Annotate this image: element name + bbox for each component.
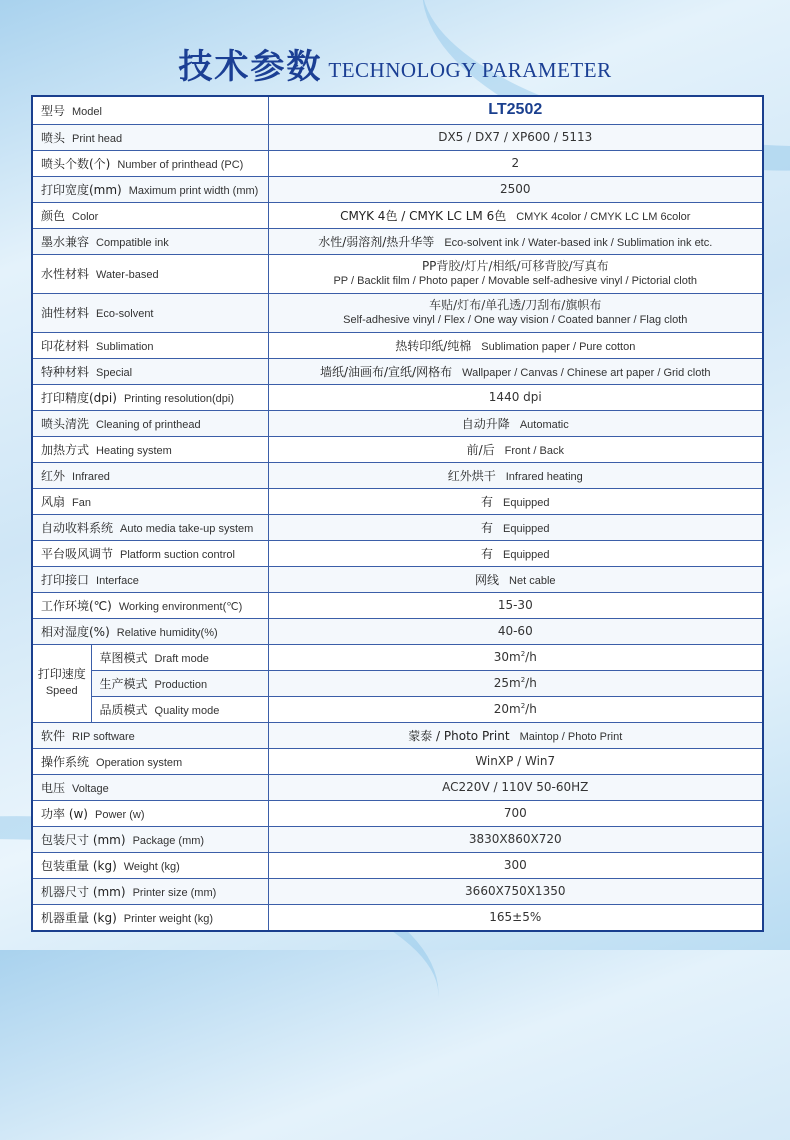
row-label [32,514,268,540]
spec-row-printhead-count [32,150,763,176]
label-cn: 红外 [41,468,66,483]
value-en: Front / Back [504,444,564,457]
title-chinese: 技术参数 [178,47,323,87]
spec-row-speed-quality [32,696,763,722]
value-en: Eco-solvent ink / Water-based ink / Sublimation ink etc. [444,236,713,249]
row-value: 15-30 [268,592,763,618]
label-en: Printer size (mm) [132,886,217,899]
speed-unit: /h [525,702,537,716]
speed-unit: /h [525,676,537,690]
spec-row-speed-production [32,670,763,696]
row-value [268,358,763,384]
row-value: 165±5% [268,904,763,931]
model-value: LT2502 [488,101,543,119]
spec-row-package [32,826,763,852]
value-cn: 热转印纸/纯棉 [395,338,472,353]
value-en: Net cable [509,574,556,587]
row-label [32,852,268,878]
label-en: Operation system [96,756,183,769]
value-en: PP / Backlit film / Photo paper / Movable self-adhesive vinyl / Pictorial cloth [333,274,698,287]
value-en: Infrared heating [505,470,583,483]
value-cn: 有 [481,520,494,535]
speed-number: 20m [493,702,521,716]
label-en: Power (w) [95,808,145,821]
row-label [32,774,268,800]
spec-row-infrared [32,462,763,488]
label-cn: 草图模式 [99,650,148,665]
label-en: Printing resolution(dpi) [123,392,234,405]
row-value [268,722,763,748]
row-label [32,254,268,293]
spec-table [31,95,764,932]
row-value [268,540,763,566]
label-en: Platform suction control [120,548,235,561]
spec-row-speed-draft [32,644,763,670]
label-cn: 机器重量 (kg) [41,910,117,925]
spec-row-cleaning [32,410,763,436]
value-cn: 网线 [475,572,500,587]
label-en: Heating system [96,444,172,457]
label-en: Compatible ink [96,236,169,249]
label-en: Model [72,105,102,118]
label-cn: 打印接口 [41,572,90,587]
label-cn: 平台吸风调节 [41,546,114,561]
value-en: CMYK 4color / CMYK LC LM 6color [516,210,691,223]
row-label [32,228,268,254]
label-en: Voltage [72,782,109,795]
label-cn: 颜色 [41,208,66,223]
speed-mode-label [91,644,268,670]
spec-row-suction [32,540,763,566]
row-value [268,293,763,332]
value-en: Equipped [503,548,550,561]
row-value: 300 [268,852,763,878]
row-label [32,332,268,358]
row-label [32,462,268,488]
label-cn: 自动收料系统 [41,520,114,535]
label-cn: 墨水兼容 [41,234,90,249]
row-value [268,436,763,462]
row-label [32,592,268,618]
label-cn: 加热方式 [41,442,90,457]
spec-row-eco-solvent [32,293,763,332]
row-value: 3830X860X720 [268,826,763,852]
label-cn: 打印精度(dpi) [41,390,117,405]
speed-label [32,644,91,722]
row-label [32,176,268,202]
spec-row-resolution [32,384,763,410]
label-cn: 打印速度 [37,667,86,681]
spec-row-os [32,748,763,774]
squared-superscript: 2 [520,676,526,684]
squared-superscript: 2 [520,702,526,710]
row-label [32,124,268,150]
value-en: Equipped [503,496,550,509]
row-value: 40-60 [268,618,763,644]
value-cn: 自动升降 [461,416,510,431]
label-cn: 喷头 [41,130,66,145]
row-value: 1440 dpi [268,384,763,410]
spec-row-heating [32,436,763,462]
label-cn: 工作环境(℃) [41,598,112,613]
label-en: Auto media take-up system [120,522,254,535]
speed-number: 30m [493,650,521,664]
spec-row-environment [32,592,763,618]
row-value [268,488,763,514]
spec-row-humidity [32,618,763,644]
label-en: Special [96,366,133,379]
label-cn: 油性材料 [41,306,90,320]
spec-row-fan [32,488,763,514]
label-cn: 包装重量 (kg) [41,858,117,873]
spec-row-model [32,96,763,124]
label-en: Package (mm) [132,834,205,847]
row-value [268,514,763,540]
value-en: Wallpaper / Canvas / Chinese art paper / Grid cloth [462,366,711,379]
row-value [268,410,763,436]
label-en: Color [72,210,99,223]
label-en: Fan [72,496,91,509]
row-label [32,488,268,514]
label-cn: 型号 [41,103,66,118]
spec-row-software [32,722,763,748]
row-value: 700 [268,800,763,826]
row-label [32,722,268,748]
spec-row-print-width [32,176,763,202]
label-cn: 机器尺寸 (mm) [41,884,126,899]
label-en: Working environment(℃) [118,600,243,613]
spec-row-water-based [32,254,763,293]
speed-unit: /h [525,650,537,664]
label-en: Relative humidity(%) [116,626,218,639]
row-label [32,566,268,592]
label-cn: 喷头清洗 [41,416,90,431]
value-cn: 墙纸/油画布/宣纸/网格布 [319,364,453,379]
row-value: 3660X750X1350 [268,878,763,904]
row-label [32,96,268,124]
value-cn: 前/后 [466,442,495,457]
label-en: Eco-solvent [96,308,154,320]
label-cn: 相对湿度(%) [41,624,110,639]
label-en: Water-based [96,269,159,281]
row-label [32,436,268,462]
row-value: 2 [268,150,763,176]
row-value [268,228,763,254]
value-en: Automatic [519,418,569,431]
label-cn: 印花材料 [41,338,90,353]
row-label [32,384,268,410]
value-cn: 有 [481,546,494,561]
label-en: Sublimation [96,340,154,353]
label-cn: 水性材料 [41,267,90,281]
label-en: Printer weight (kg) [123,912,214,925]
row-value [268,566,763,592]
label-en: Infrared [72,470,110,483]
speed-number: 25m [493,676,521,690]
label-cn: 特种材料 [41,364,90,379]
label-en: Quality mode [154,704,220,717]
row-value: DX5 / DX7 / XP600 / 5113 [268,124,763,150]
label-cn: 品质模式 [99,702,148,717]
spec-row-color [32,202,763,228]
value-en: Maintop / Photo Print [519,730,623,743]
speed-mode-label [91,696,268,722]
page-header [0,38,790,88]
label-en: RIP software [72,730,135,743]
value-cn: 车贴/灯布/单孔透/刀刮布/旗帜布 [429,297,602,312]
title-english: TECHNOLOGY PARAMETER [328,58,612,82]
label-en: Production [154,678,208,691]
value-en: Sublimation paper / Pure cotton [481,340,636,353]
row-label [32,878,268,904]
label-en: Interface [96,574,139,587]
spec-row-voltage [32,774,763,800]
label-cn: 风扇 [41,494,66,509]
label-cn: 功率 (w) [41,806,88,821]
label-cn: 生产模式 [99,676,148,691]
spec-row-sublimation [32,332,763,358]
row-value [268,254,763,293]
value-cn: 水性/弱溶剂/热升华等 [318,234,435,249]
row-label [32,540,268,566]
label-en: Print head [72,132,123,145]
row-label [32,618,268,644]
label-en: Number of printhead (PC) [117,158,244,171]
spec-row-take-up [32,514,763,540]
speed-value [268,670,763,696]
label-en: Maximum print width (mm) [128,184,259,197]
label-en: Weight (kg) [123,860,180,873]
value-cn: 有 [481,494,494,509]
label-cn: 操作系统 [41,754,90,769]
row-value: 2500 [268,176,763,202]
row-label [32,904,268,931]
row-label [32,150,268,176]
row-value [268,96,763,124]
spec-row-ink [32,228,763,254]
squared-superscript: 2 [520,650,526,658]
speed-value [268,696,763,722]
label-cn: 包装尺寸 (mm) [41,832,126,847]
spec-row-special [32,358,763,384]
row-value [268,202,763,228]
spec-row-power [32,800,763,826]
spec-row-interface [32,566,763,592]
row-value [268,332,763,358]
row-label [32,358,268,384]
value-cn: PP背胶/灯片/相纸/可移背胶/写真布 [421,258,609,273]
label-cn: 打印宽度(mm) [41,182,122,197]
speed-mode-label [91,670,268,696]
spec-row-print-head [32,124,763,150]
row-label [32,410,268,436]
label-en: Cleaning of printhead [96,418,201,431]
row-label [32,293,268,332]
row-label [32,826,268,852]
row-label [32,202,268,228]
spec-row-weight [32,852,763,878]
label-cn: 喷头个数(个) [41,156,111,171]
row-value: WinXP / Win7 [268,748,763,774]
value-en: Self-adhesive vinyl / Flex / One way vision / Coated banner / Flag cloth [343,313,688,326]
row-label [32,800,268,826]
value-en: Equipped [503,522,550,535]
value-cn: 红外烘干 [447,468,496,483]
spec-row-printer-weight [32,904,763,931]
label-en: Speed [45,685,78,697]
label-cn: 电压 [41,780,66,795]
value-cn: 蒙泰 / Photo Print [408,728,510,743]
row-value [268,462,763,488]
row-value: AC220V / 110V 50-60HZ [268,774,763,800]
label-cn: 软件 [41,728,66,743]
speed-value [268,644,763,670]
value-cn: CMYK 4色 / CMYK LC LM 6色 [340,208,507,223]
spec-row-printer-size [32,878,763,904]
label-en: Draft mode [154,652,209,665]
row-label [32,748,268,774]
